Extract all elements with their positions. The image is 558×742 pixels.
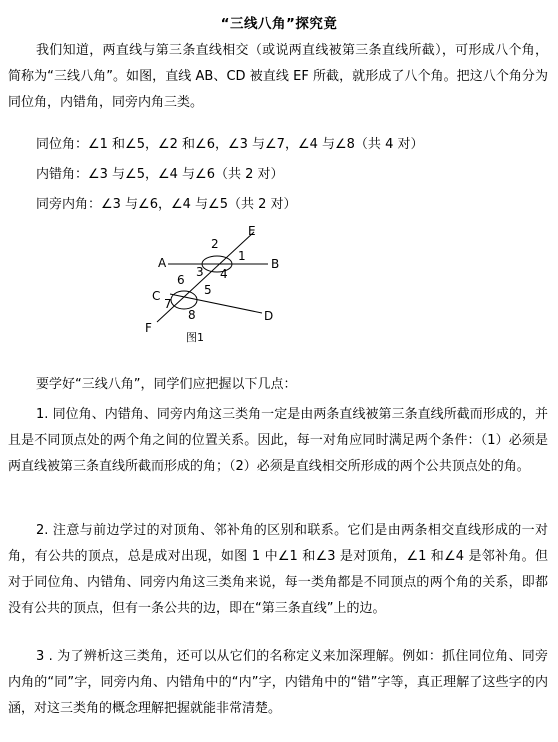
three-lines-eight-angles-figure — [140, 222, 290, 347]
intro-paragraph: 我们知道，两直线与第三条直线相交（或说两直线被第三条直线所截），可形成八个角，简称为“三线八角”。如图，直线 AB、CD 被直线 EF 所截，就形成了八个角。把这八个角分为同位角，内错角，同旁内角三类。 — [8, 43, 548, 110]
angle-label-5: 5 — [204, 283, 212, 297]
label-c: C — [152, 289, 161, 303]
label-d: D — [264, 309, 274, 323]
document-title: “三线八角”探究竟 — [220, 16, 338, 32]
alternate-angles-line: 内错角：∠3 与∠5，∠4 与∠6（共 2 对） — [36, 167, 284, 182]
corresponding-angles-line: 同位角：∠1 和∠5，∠2 和∠6，∠3 与∠7，∠4 与∠8（共 4 对） — [36, 137, 424, 152]
label-a: A — [158, 256, 167, 270]
point-2: 2. 注意与前边学过的对顶角、邻补角的区别和联系。它们是由两条相交直线形成的一对角，有公共的顶点，总是成对出现，如图 1 中∠1 和∠3 是对顶角，∠1 和∠4 是邻补角。但对于同位角、内错角、同旁内角这三类角来说，每一类角都是不同顶点的两个角的关系，即都没有公共的顶点，但有一条公共的边，即在“第三条直线”上的边。 — [8, 523, 548, 616]
angle-label-8: 8 — [188, 308, 196, 322]
angle-label-3: 3 — [196, 265, 204, 279]
angle-label-7: 7 — [164, 297, 172, 311]
point-1: 1. 同位角、内错角、同旁内角这三类角一定是由两条直线被第三条直线所截而形成的，并且是不同顶点处的两个角之间的位置关系。因此，每一对角应同时满足两个条件：（1）必须是两直线被第三条直线所截而形成的角；（2）必须是直线相交所形成的两个公共顶点处的角。 — [8, 407, 548, 474]
point-3: 3 . 为了辨析这三类角，还可以从它们的名称定义来加深理解。例如：抓住同位角、同旁内角的“同”字，同旁内角、内错角中的“内”字，内错角中的“错”字等，真正理解了这些字的内涵，对这三类角的概念理解把握就能非常清楚。 — [8, 649, 548, 716]
figure-caption: 图1 — [186, 331, 204, 344]
angle-label-4: 4 — [220, 267, 228, 281]
angle-label-1: 1 — [238, 249, 246, 263]
angle-label-2: 2 — [211, 237, 219, 251]
lead-paragraph: 要学好“三线八角”，同学们应把握以下几点： — [36, 377, 297, 392]
angle-arc-lower — [171, 291, 197, 309]
label-f: F — [145, 321, 152, 335]
angle-label-6: 6 — [177, 273, 185, 287]
label-e: E — [248, 224, 256, 238]
same-side-angles-line: 同旁内角：∠3 与∠6，∠4 与∠5（共 2 对） — [36, 197, 297, 212]
label-b: B — [271, 257, 280, 271]
